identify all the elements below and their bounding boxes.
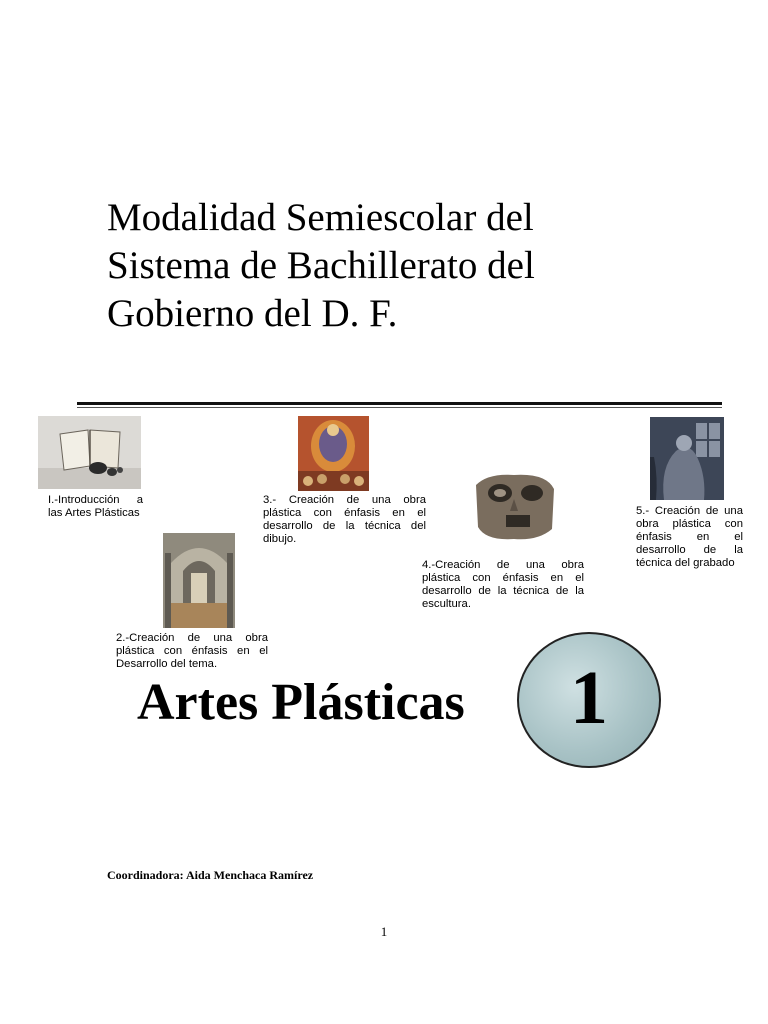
unit-1-caption: I.-Introducción a las Artes Plásticas (48, 494, 143, 519)
volume-badge (517, 632, 661, 768)
unit-5-caption: 5.- Creación de una obra plástica con énfasis en el desarrollo de la técnica del grabado (636, 505, 743, 569)
title-line: Gobierno del D. F. (107, 292, 398, 335)
divider-thin (77, 407, 722, 408)
document-title (107, 194, 667, 338)
engraving-image (650, 417, 724, 500)
unit-2-caption: 2.-Creación de una obra plástica con énfasis en el Desarrollo del tema. (116, 632, 268, 670)
divider-thick (77, 402, 722, 405)
religious-painting-image (298, 416, 369, 491)
subject-title: Artes Plásticas (137, 674, 465, 731)
unit-4-caption: 4.-Creación de una obra plástica con énfasis en el desarrollo de la técnica de la escultura. (422, 559, 584, 610)
title-line: Sistema de Bachillerato del (107, 244, 535, 287)
unit-3-caption: 3.- Creación de una obra plástica con énfasis en el desarrollo de la técnica del dibujo. (263, 494, 426, 545)
church-interior-image (163, 533, 235, 628)
stone-mask-image (468, 471, 560, 543)
page-number: 1 (380, 924, 388, 939)
title-line: Modalidad Semiescolar del (107, 196, 534, 239)
volume-number: 1 (570, 656, 608, 740)
open-book-image (38, 416, 141, 489)
coordinator-credit: Coordinadora: Aida Menchaca Ramírez (107, 868, 314, 882)
